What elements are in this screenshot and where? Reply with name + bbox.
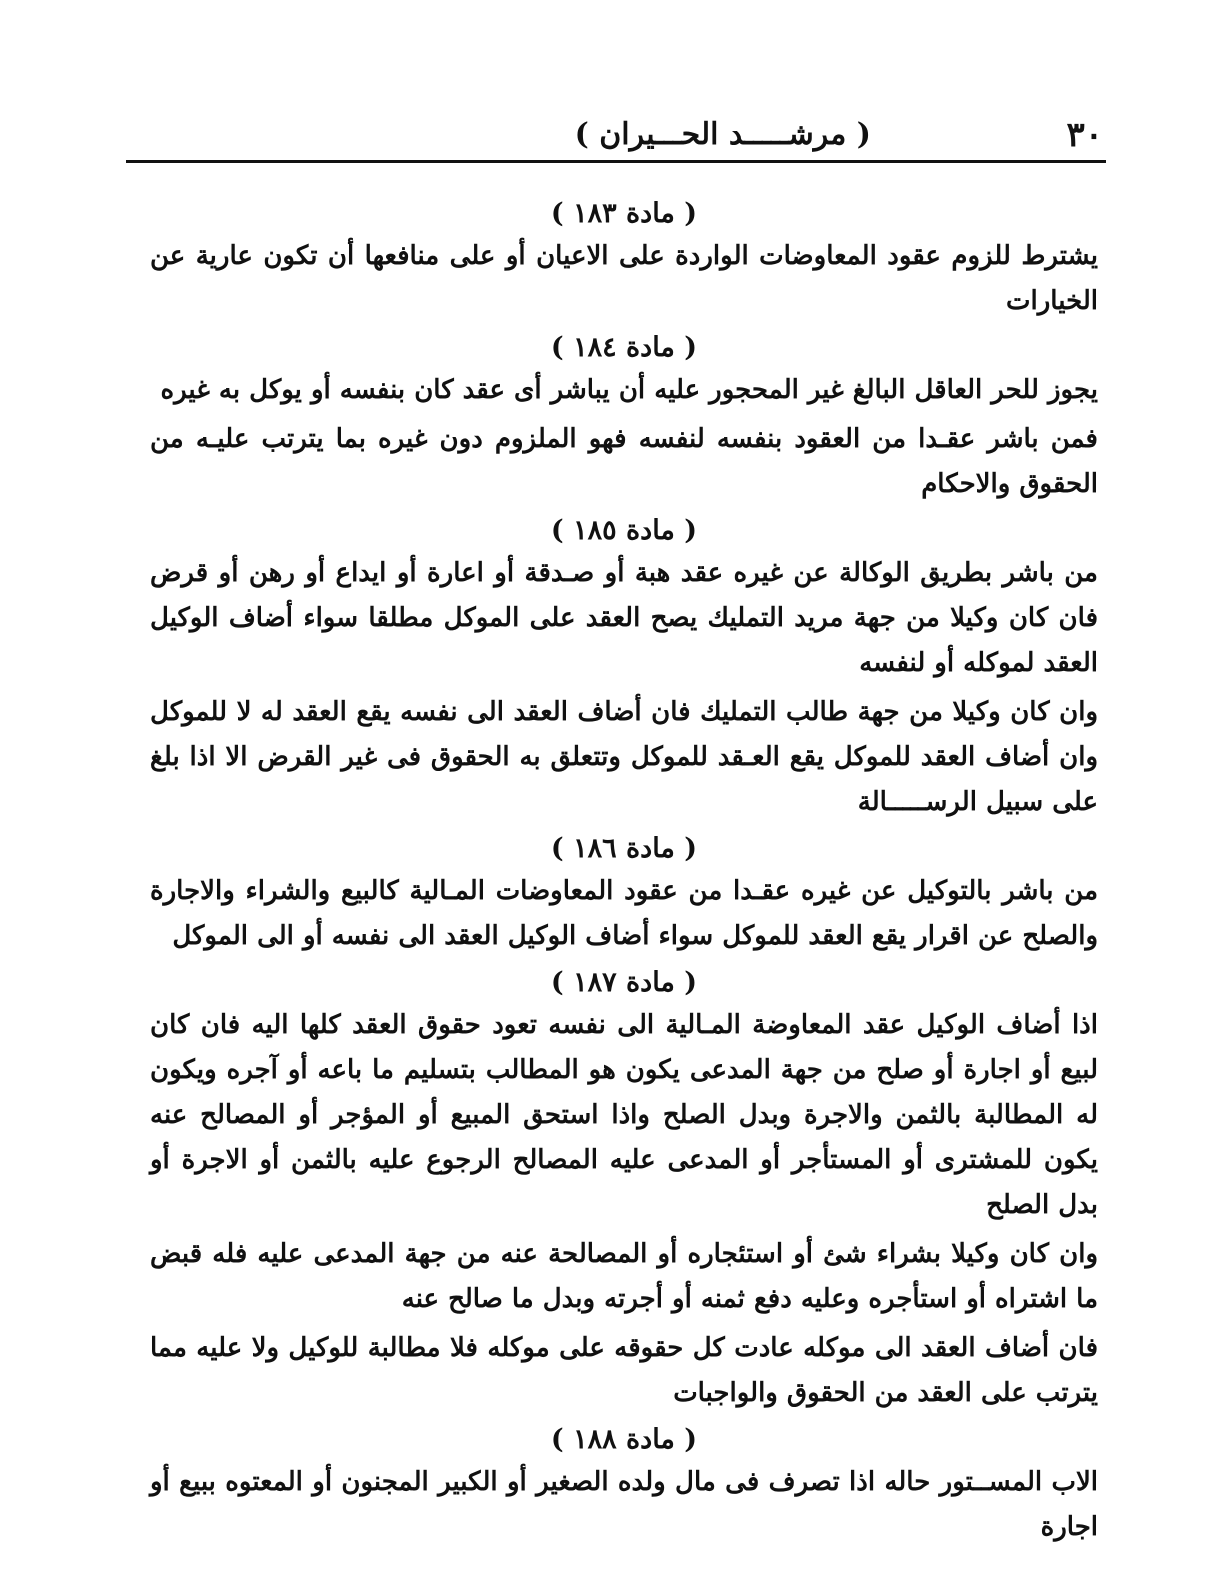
article-heading: ( مادة ١٨٤ ) (550, 332, 698, 363)
article-184 (150, 328, 1098, 507)
article-paragraph: الاب المســتور حاله اذا تصرف فى مال ولده الصغير أو الكبير المجنون أو المعتوه ببيع أو اجارة (150, 1467, 1098, 1542)
article-heading: ( مادة ١٨٨ ) (550, 1424, 698, 1455)
article-heading: ( مادة ١٨٧ ) (550, 967, 698, 998)
article-187 (150, 963, 1098, 1416)
article-paragraph: وان كان وكيلا بشراء شئ أو استئجاره أو المصالحة عنه من جهة المدعى عليه فله قبض ما اشتراه أو استأجره وعليه دفع ثمنه أو أجرته وبدل ما صالح عنه (150, 1239, 1098, 1314)
running-title: ( مرشـــــد الحـــيران ) (574, 117, 871, 152)
article-paragraph: يجوز للحر العاقل البالغ غير المحجور عليه أن يباشر أى عقد كان بنفسه أو يوكل به غيره (160, 375, 1098, 405)
article-paragraph: من باشر بالتوكيل عن غيره عقـدا من عقود المعاوضات المـالية كالبيع والشراء والاجارة والصلح عن اقرار يقع العقد للموكل سواء أضاف الوكيل العقد الى نفسه أو الى الموكل (150, 876, 1098, 951)
article-186 (150, 829, 1098, 959)
article-paragraph: من باشر بطريق الوكالة عن غيره عقد هبة أو صـدقة أو اعارة أو ايداع أو رهن أو قرض فان كان وكيلا من جهة مريد التمليك يصح العقد على الموكل مطلقا سواء أضاف الوكيل العقد لموكله أو لنفسه (150, 558, 1099, 678)
page-body (150, 194, 1098, 1554)
header-rule (126, 160, 1106, 163)
article-paragraph: يشترط للزوم عقود المعاوضات الواردة على الاعيان أو على منافعها أن تكون عارية عن الخيارات (150, 241, 1098, 316)
page-number: ٣٠ (1066, 115, 1103, 155)
article-paragraph: فمن باشر عقـدا من العقود بنفسه لنفسه فهو الملزوم دون غيره بما يترتب عليـه من الحقوق والاحكام (150, 424, 1098, 499)
article-paragraph: فان أضاف العقد الى موكله عادت كل حقوقه على موكله فلا مطالبة للوكيل ولا عليه مما يترتب على العقد من الحقوق والواجبات (150, 1333, 1098, 1408)
page-header (128, 112, 1103, 158)
article-heading: ( مادة ١٨٣ ) (550, 198, 698, 229)
article-188 (150, 1420, 1098, 1550)
article-paragraph: اذا أضاف الوكيل عقد المعاوضة المـالية الى نفسه تعود حقوق العقد كلها اليه فان كان لبيع أو اجارة أو صلح من جهة المدعى يكون هو المطالب بتسليم ما باعه أو آجره ويكون له المطالبة بالثمن والاجرة وبدل الصلح واذا استحق المبيع أو المؤجر أو المصالح عنه يكون للمشترى أو المستأجر أو المدعى عليه المصالح الرجوع عليه بالثمن أو الاجرة أو بدل الصلح (150, 1010, 1098, 1220)
article-paragraph: وان كان وكيلا من جهة طالب التمليك فان أضاف العقد الى نفسه يقع العقد له لا للموكل وان أضاف العقد للموكل يقع العـقد للموكل وتتعلق به الحقوق فى غير القرض الا اذا بلغ على سبيل الرســـــالة (150, 697, 1098, 817)
article-heading: ( مادة ١٨٦ ) (550, 833, 698, 864)
article-heading: ( مادة ١٨٥ ) (550, 515, 698, 546)
article-183 (150, 194, 1098, 324)
article-185 (150, 511, 1098, 825)
